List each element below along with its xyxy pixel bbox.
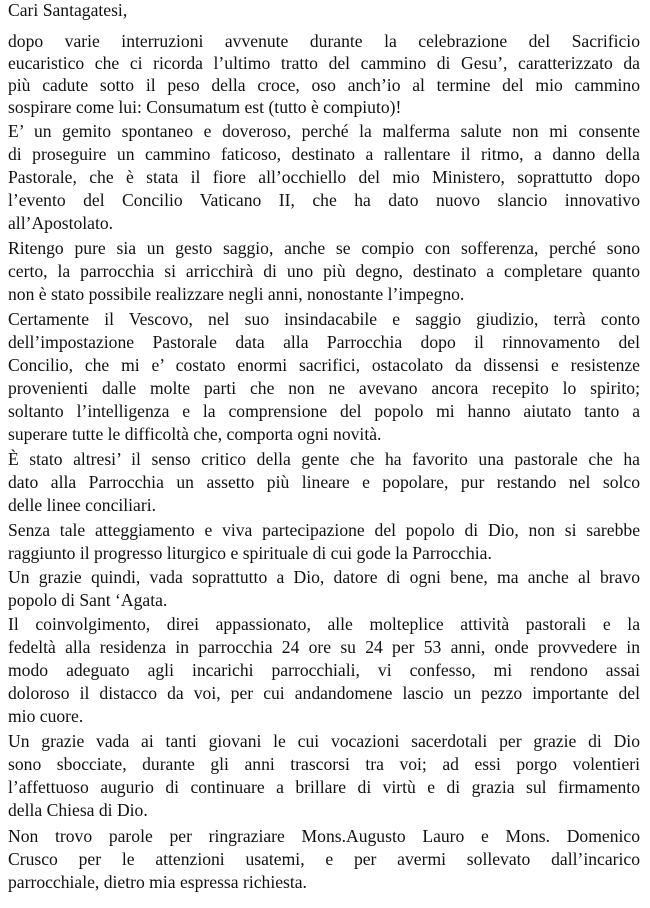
letter-line: delle linee conciliari. — [8, 495, 157, 515]
letter-line: eucaristico che ci ricorda l’ultimo tratto del cammino di Gesu’, caratterizzato da — [8, 53, 640, 73]
letter-line: superare tutte le difficoltà che, comporta ogni novità. — [8, 424, 382, 444]
letter-line: provenienti dalle molte parti che non ne avevano ancora recepito lo spirito; — [8, 378, 640, 398]
letter-line: Il coinvolgimento, direi appassionato, alle molteplice attività pastorali e la — [8, 614, 640, 634]
letter-line: modo adeguato agli incarichi parrocchiali, vi confesso, mi rendono assai — [8, 660, 640, 680]
letter-greeting: Cari Santagatesi, — [8, 0, 128, 20]
letter-line: Crusco per le attenzioni usatemi, e per avermi sollevato dall’incarico — [8, 849, 640, 869]
letter-line: È stato altresi’ il senso critico della gente che ha favorito una pastorale che ha — [8, 449, 640, 469]
letter-line: fedeltà alla residenza in parrocchia 24 ore su 24 per 53 anni, onde provvedere in — [8, 637, 640, 657]
letter-line: Concilio, che mi e’ costato enormi sacrifici, ostacolato da dissensi e resistenze — [8, 355, 640, 375]
letter-line: Ritengo pure sia un gesto saggio, anche se compio con sofferenza, perché sono — [8, 238, 640, 258]
letter-line: più cadute sotto il peso della croce, oso anch’io al termine del mio cammino — [8, 75, 640, 95]
letter-line: Certamente il Vescovo, nel suo insindacabile e saggio giudizio, terrà conto — [8, 309, 640, 329]
letter-line: non è stato possibile realizzare negli anni, nonostante l’impegno. — [8, 284, 465, 304]
letter-line: mio cuore. — [8, 706, 84, 726]
letter-line: raggiunto il progresso liturgico e spirituale di cui gode la Parrocchia. — [8, 543, 492, 563]
letter-line: Non trovo parole per ringraziare Mons.Augusto Lauro e Mons. Domenico — [8, 826, 640, 846]
letter-line: Senza tale atteggiamento e viva partecipazione del popolo di Dio, non si sarebbe — [8, 520, 640, 540]
letter-line: parrocchiale, dietro mia espressa richiesta. — [8, 872, 307, 892]
letter-line: della Chiesa di Dio. — [8, 800, 148, 820]
letter-line: soltanto l’intelligenza e la comprensione del popolo mi hanno aiutato tanto a — [8, 401, 640, 421]
letter-line: dell’impostazione Pastorale data alla Parrocchia dopo il rinnovamento del — [8, 332, 640, 352]
letter-line: l’evento del Concilio Vaticano II, che ha dato nuovo slancio innovativo — [8, 190, 640, 210]
letter-line: sospirare come lui: Consumatum est (tutto è compiuto)! — [8, 97, 402, 117]
letter-line: popolo di Sant ‘Agata. — [8, 590, 168, 610]
letter-line: l’affettuoso augurio di continuare a brillare di virtù e di grazia sul firmamento — [8, 777, 640, 797]
letter-line: dopo varie interruzioni avvenute durante la celebrazione del Sacrificio — [8, 31, 640, 51]
letter-line: E’ un gemito spontaneo e doveroso, perché la malferma salute non mi consente — [8, 121, 640, 141]
letter-line: di proseguire un cammino faticoso, destinato a rallentare il ritmo, a danno della — [8, 144, 640, 164]
letter-line: doloroso il distacco da voi, per cui andandomene lascio un pezzo importante del — [8, 683, 640, 703]
letter-line: sono sbocciate, durante gli anni trascorsi tra voi; ad essi porgo volentieri — [8, 754, 640, 774]
letter-line: Un grazie vada ai tanti giovani le cui vocazioni sacerdotali per grazie di Dio — [8, 731, 640, 751]
letter-line: certo, la parrocchia si arricchirà di uno più degno, destinato a completare quanto — [8, 261, 640, 281]
letter-line: Pastorale, che è stata il fiore all’occhiello del mio Ministero, soprattutto dopo — [8, 167, 640, 187]
letter-line: all’Apostolato. — [8, 213, 114, 233]
letter-line: Un grazie quindi, vada soprattutto a Dio, datore di ogni bene, ma anche al bravo — [8, 567, 640, 587]
letter-line: dato alla Parrocchia un assetto più lineare e popolare, pur restando nel solco — [8, 472, 640, 492]
